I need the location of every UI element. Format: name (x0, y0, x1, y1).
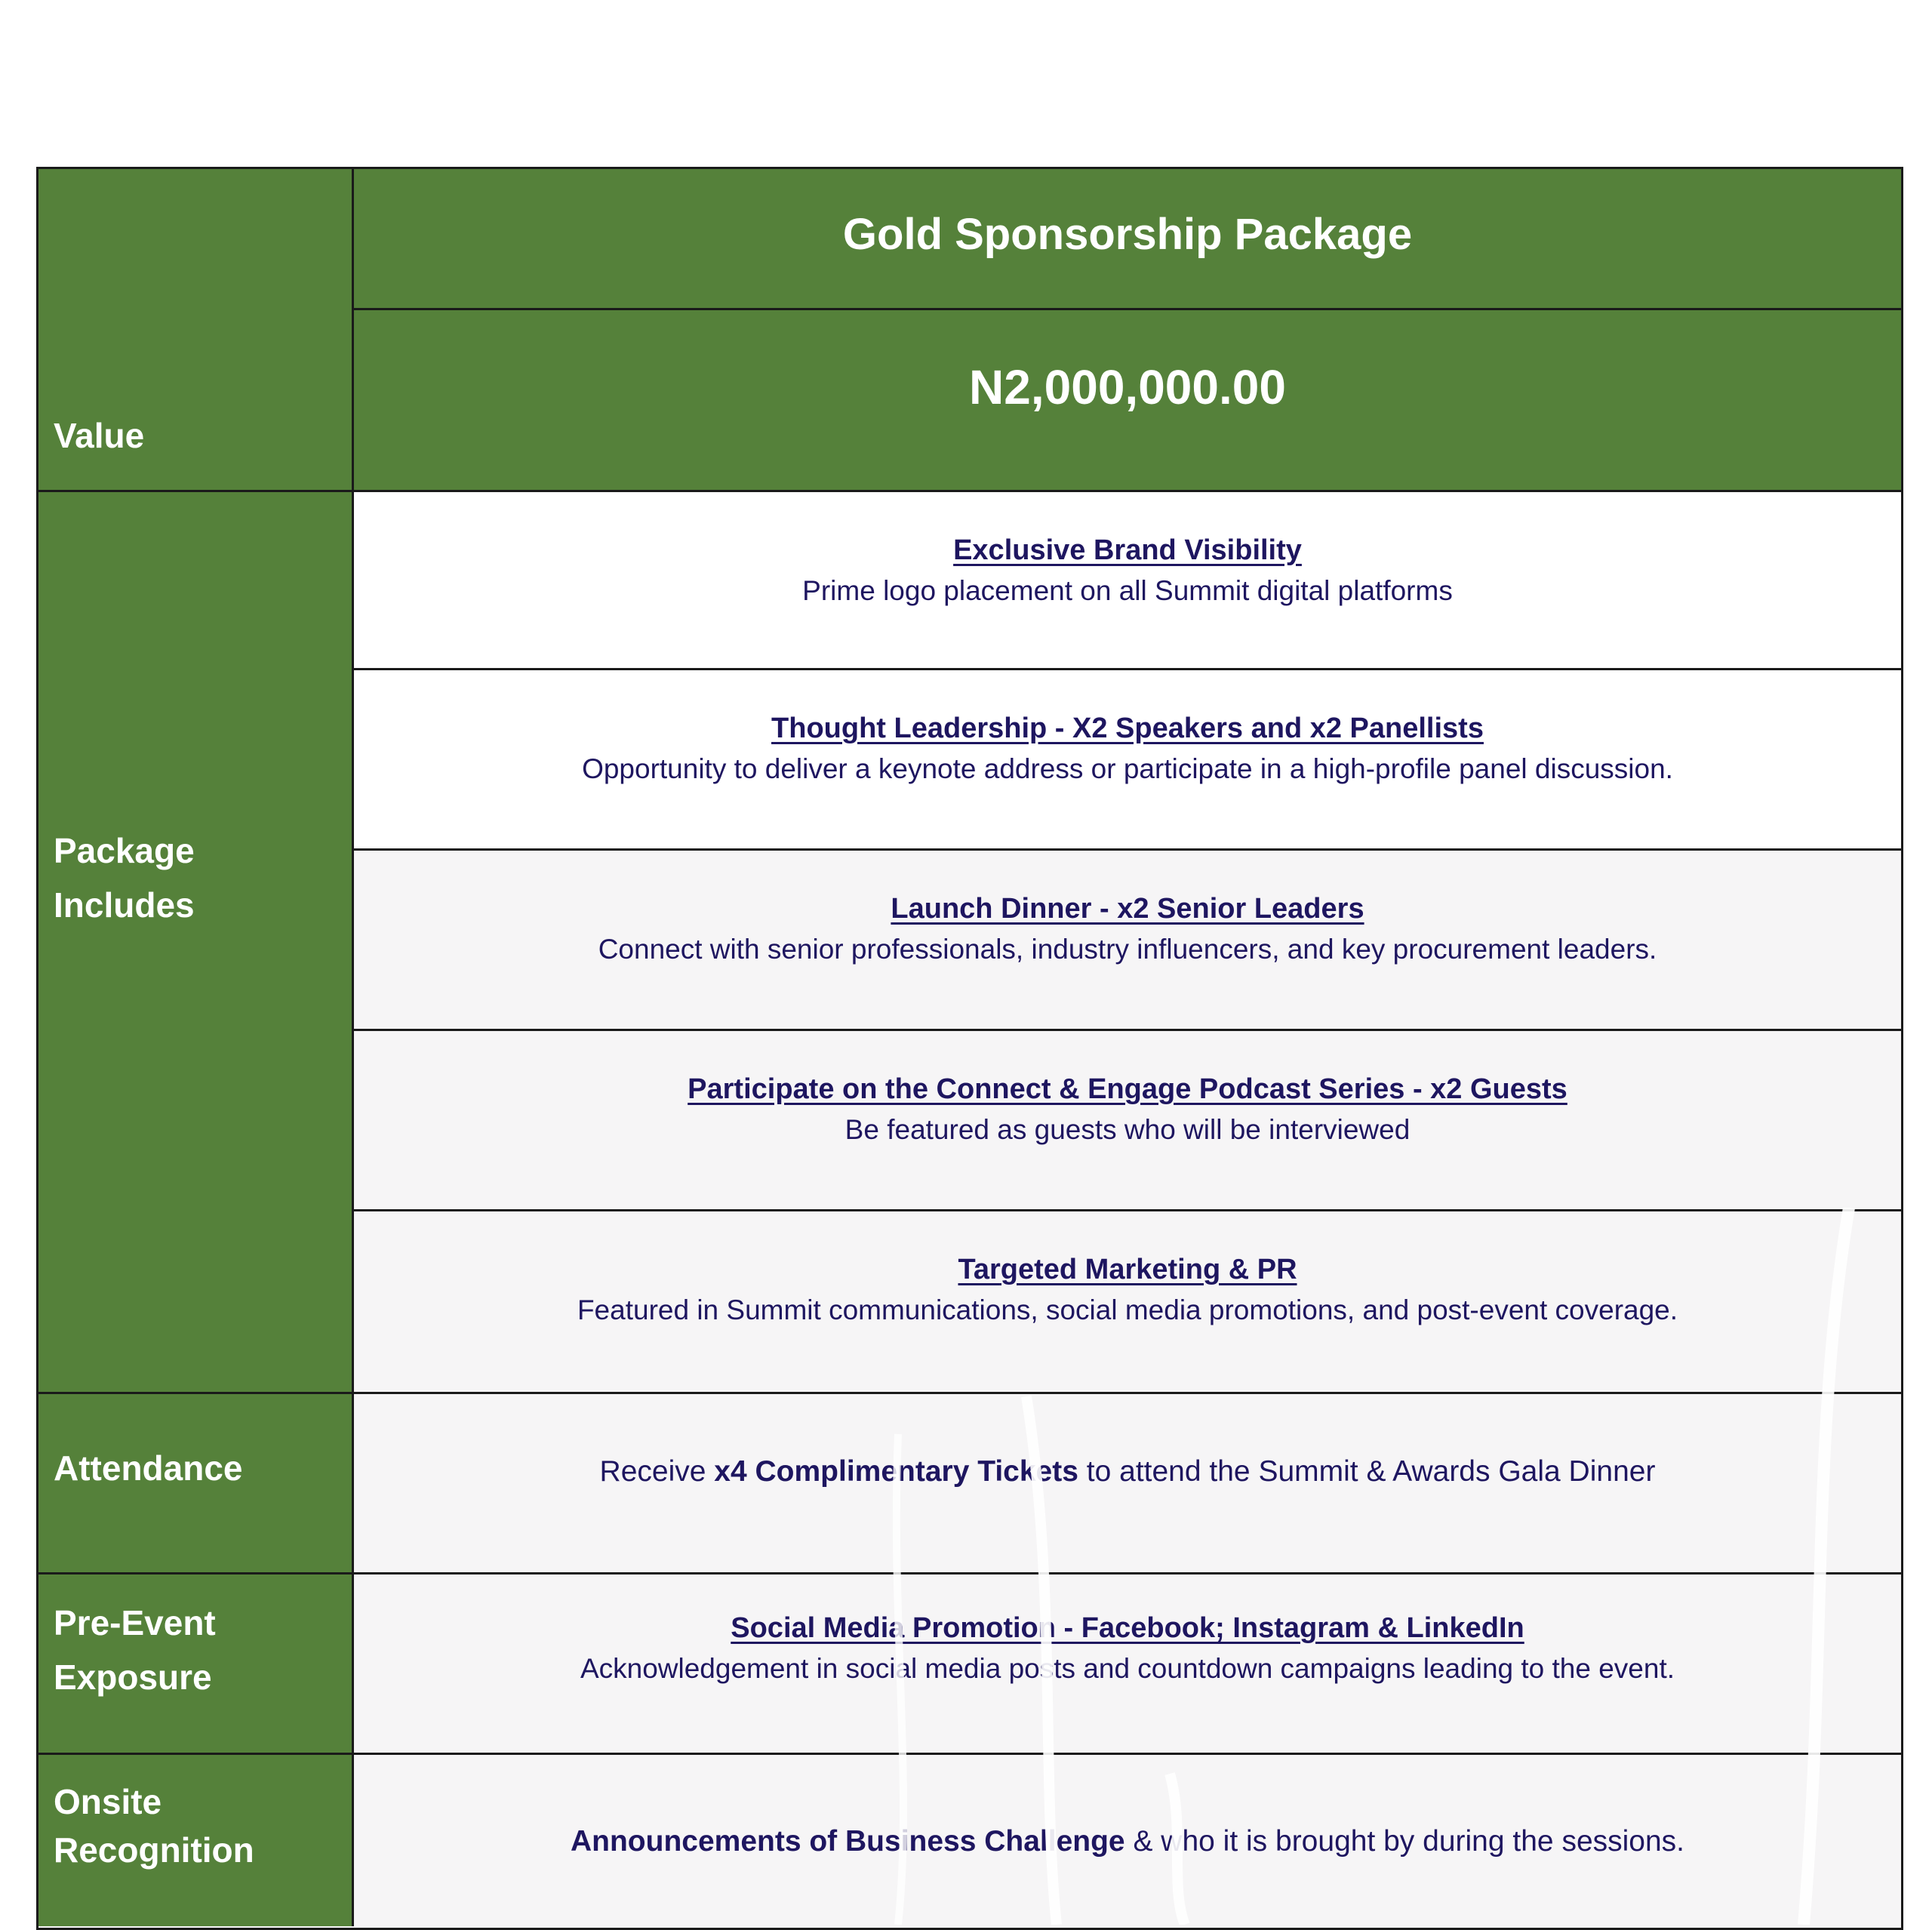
onsite-suffix: & who it is brought by during the sessions. (1124, 1825, 1685, 1858)
pre-event-label-cell (38, 1572, 354, 1753)
value-label-cell (38, 169, 354, 490)
attendance-suffix: to attend the Summit & Awards Gala Dinner (1078, 1455, 1656, 1488)
package-price: N2,000,000.00 (969, 360, 1286, 414)
onsite-label-line2: Recognition (54, 1830, 254, 1870)
package-includes-label-cell (38, 490, 354, 1392)
pre-event-description: Acknowledgement in social media posts and countdown campaigns leading to the event. (580, 1653, 1675, 1684)
package-item-description: Be featured as guests who will be interviewed (844, 1114, 1411, 1145)
attendance-text (600, 1451, 1656, 1492)
value-label: Value (54, 416, 145, 455)
package-title: Gold Sponsorship Package (842, 209, 1413, 259)
package-item-description: Connect with senior professionals, industry influencers, and key procurement leaders. (598, 934, 1657, 965)
package-title-cell (354, 169, 1901, 310)
pre-event-label-line1: Pre-Event (54, 1603, 216, 1642)
package-item (354, 490, 1901, 670)
package-item (354, 670, 1901, 851)
attendance-prefix: Receive (599, 1455, 715, 1488)
attendance-label-cell (38, 1392, 354, 1572)
package-item (354, 1211, 1901, 1392)
package-item-heading: Exclusive Brand Visibility (953, 534, 1302, 566)
onsite-label-cell (38, 1753, 354, 1926)
sponsorship-table (36, 167, 1903, 1930)
pre-event-label-line2: Exposure (54, 1658, 212, 1697)
package-item (354, 1031, 1901, 1211)
package-item-heading: Thought Leadership - X2 Speakers and x2 Panellists (771, 713, 1484, 744)
onsite-text (571, 1821, 1684, 1862)
onsite-label-line1: Onsite (54, 1782, 162, 1821)
attendance-label: Attendance (54, 1448, 243, 1488)
onsite-announcements: Announcements of Business Challenge (570, 1825, 1125, 1858)
attendance-tickets: x4 Complimentary Tickets (714, 1455, 1078, 1488)
package-item-heading: Targeted Marketing & PR (958, 1254, 1297, 1285)
package-item (354, 851, 1901, 1031)
package-item-heading: Participate on the Connect & Engage Podcast Series - x2 Guests (688, 1073, 1567, 1105)
package-item-description: Opportunity to deliver a keynote address or participate in a high-profile panel discussion. (582, 753, 1673, 784)
package-includes-label-line1: Package (54, 831, 195, 870)
package-includes-label-line2: Includes (54, 885, 195, 925)
package-item-heading: Launch Dinner - x2 Senior Leaders (891, 893, 1364, 925)
package-item-description: Prime logo placement on all Summit digital platforms (802, 575, 1453, 606)
pre-event-heading: Social Media Promotion - Facebook; Instagram & LinkedIn (731, 1612, 1524, 1644)
onsite-cell (354, 1753, 1901, 1926)
package-price-cell (354, 310, 1901, 490)
pre-event-cell (354, 1572, 1901, 1753)
package-item-description: Featured in Summit communications, social media promotions, and post-event coverage. (577, 1294, 1678, 1325)
attendance-cell (354, 1392, 1901, 1572)
